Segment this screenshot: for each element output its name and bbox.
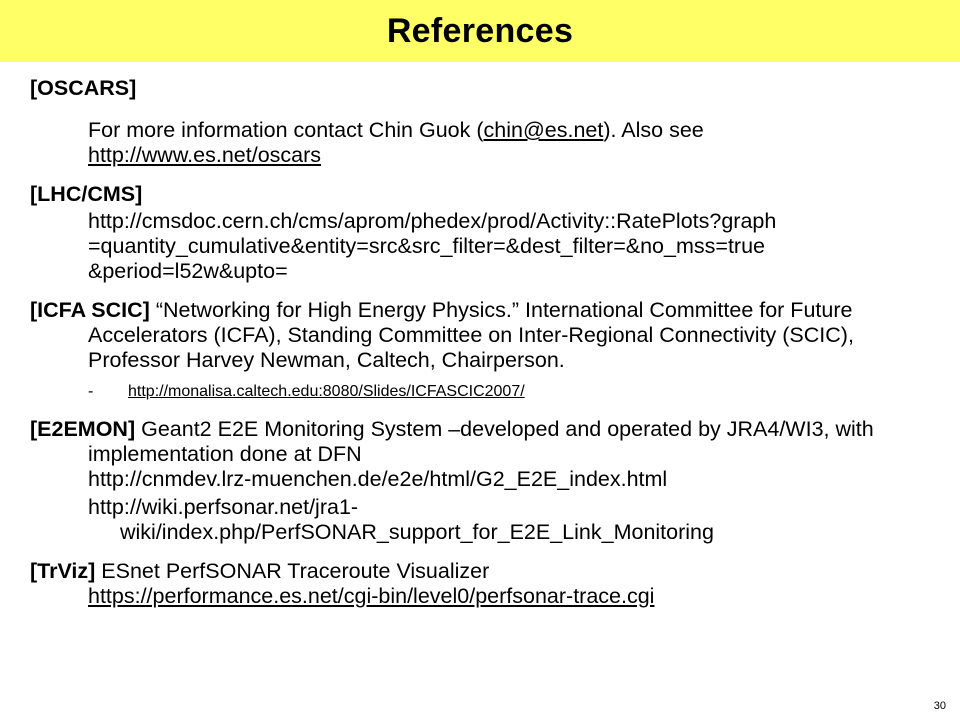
page-number: 30 bbox=[933, 700, 946, 712]
ref-e2emon-tag: [E2EMON] bbox=[30, 417, 136, 441]
ref-e2emon bbox=[30, 417, 950, 467]
ref-e2emon-text: Geant2 E2E Monitoring System –developed and operated by JRA4/WI3, with implementation done at DFN bbox=[88, 417, 874, 466]
oscars-link[interactable]: http://www.es.net/oscars bbox=[88, 143, 322, 167]
icfa-link[interactable]: http://monalisa.caltech.edu:8080/Slides/ICFASCIC2007/ bbox=[128, 383, 525, 400]
references-list bbox=[30, 70, 950, 609]
ref-e2emon-url1 bbox=[30, 467, 950, 492]
ref-trviz-body bbox=[30, 584, 950, 609]
ref-oscars-tag: [OSCARS] bbox=[30, 76, 137, 100]
ref-icfa-tag: [ICFA SCIC] bbox=[30, 298, 150, 322]
ref-oscars-text-after: ). Also see bbox=[603, 118, 704, 142]
trviz-link[interactable]: https://performance.es.net/cgi-bin/level0/perfsonar-trace.cgi bbox=[88, 584, 655, 608]
ref-lhc bbox=[30, 182, 950, 207]
ref-icfa-text: “Networking for High Energy Physics.” International Committee for Future Accelerators (ICFA), Standing Committee on Inter-Regional Connectivity (SCIC), Professor Harvey Newman, Caltech, Chairperson. bbox=[88, 298, 854, 372]
e2emon-url2-line2: wiki/index.php/PerfSONAR_support_for_E2E_Link_Monitoring bbox=[120, 520, 714, 544]
e2emon-url1: http://cnmdev.lrz-muenchen.de/e2e/html/G2_E2E_index.html bbox=[88, 467, 668, 491]
ref-e2emon-url2 bbox=[30, 495, 950, 545]
dash-bullet: - bbox=[88, 383, 94, 400]
lhc-url-line3: &period=l52w&upto= bbox=[88, 259, 288, 283]
ref-lhc-body bbox=[30, 209, 950, 284]
lhc-url-line2: =quantity_cumulative&entity=src&src_filter=&dest_filter=&no_mss=true bbox=[88, 234, 765, 258]
ref-oscars bbox=[30, 76, 950, 101]
ref-icfa-sublink bbox=[30, 381, 950, 403]
lhc-url-line1: http://cmsdoc.cern.ch/cms/aprom/phedex/prod/Activity::RatePlots?graph bbox=[88, 209, 777, 233]
page-title: References bbox=[386, 11, 574, 50]
ref-icfa bbox=[30, 298, 950, 373]
email-link[interactable]: chin@es.net bbox=[483, 118, 604, 142]
ref-trviz-text: ESnet PerfSONAR Traceroute Visualizer bbox=[95, 559, 490, 583]
ref-trviz-tag: [TrViz] bbox=[30, 559, 96, 583]
ref-lhc-tag: [LHC/CMS] bbox=[30, 182, 143, 206]
ref-oscars-body bbox=[30, 118, 950, 168]
ref-oscars-text-before: For more information contact Chin Guok ( bbox=[88, 118, 484, 142]
title-bar bbox=[0, 0, 960, 62]
e2emon-url2-line1: http://wiki.perfsonar.net/jra1- bbox=[88, 495, 359, 519]
ref-trviz bbox=[30, 559, 950, 584]
